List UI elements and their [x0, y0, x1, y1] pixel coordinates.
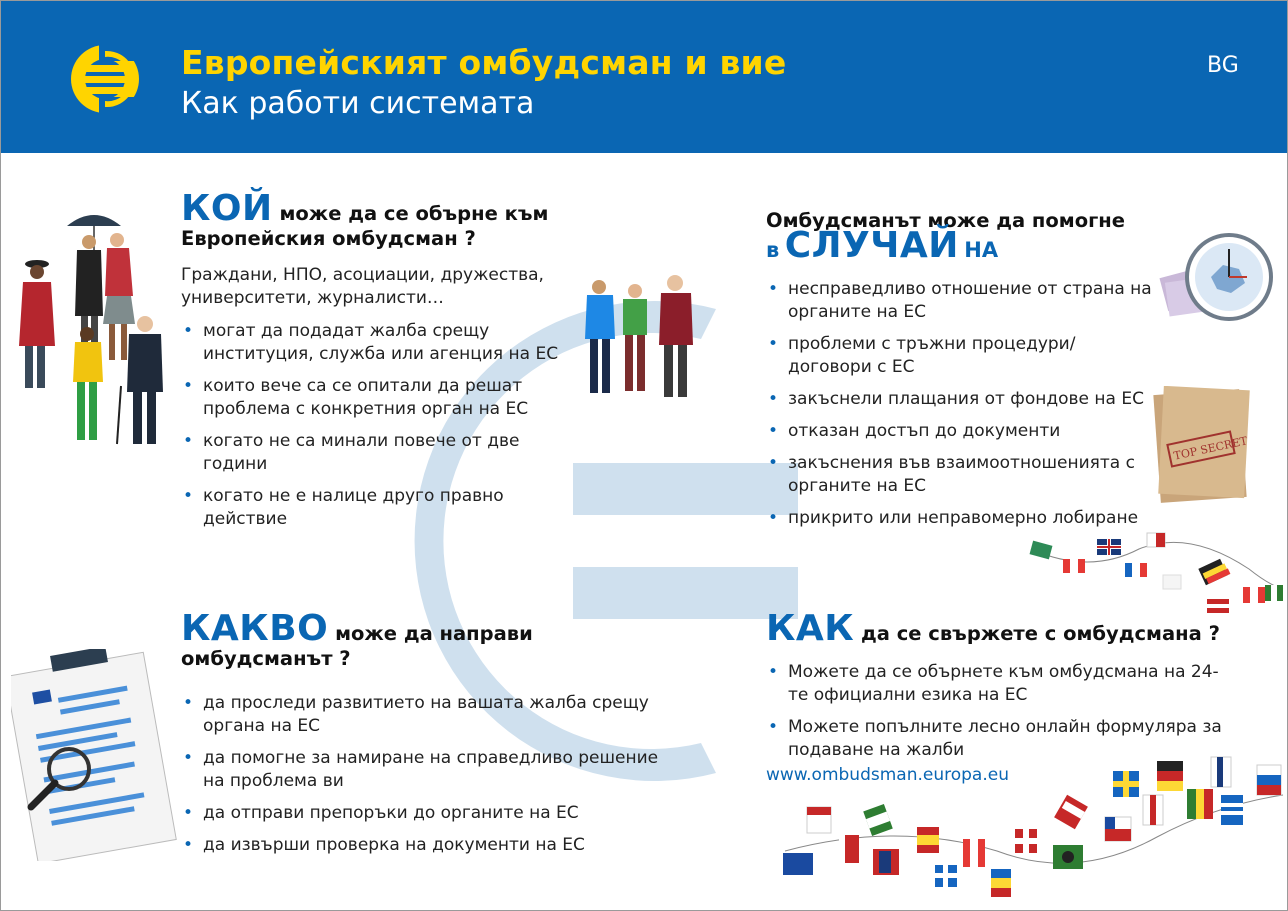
who-intro: Граждани, НПО, асоциации, дружества, университети, журналисти… — [181, 265, 544, 308]
what-heading-rest: може да направи — [335, 622, 533, 645]
walking-people-illustration — [579, 273, 699, 403]
list-item: • прикрито или неправомерно лобиране — [766, 507, 1156, 530]
cases-heading: Омбудсманът може да помогне — [766, 209, 1126, 232]
cases-heading-line2 — [766, 225, 1156, 266]
list-item: • да извърши проверка на документи на ЕС — [181, 834, 681, 857]
cases-heading-keyword: СЛУЧАЙ — [784, 225, 959, 266]
cases-section — [766, 209, 1156, 539]
list-item: • могат да подадат жалба срещу институция, служба или агенция на ЕС — [181, 320, 581, 366]
what-heading — [181, 608, 681, 649]
list-item: • отказан достъп до документи — [766, 420, 1156, 443]
website-link[interactable]: www.ombudsman.europa.eu — [766, 765, 1009, 785]
people-group-illustration — [9, 206, 169, 456]
list-item: • проблеми с тръжни процедури/договори с ЕС — [766, 333, 1156, 379]
list-item: • Можете попълните лесно онлайн формуляра за подаване на жалби — [766, 716, 1236, 762]
what-section — [181, 608, 681, 866]
list-item: • да проследи развитието на вашата жалба срещу органа на ЕС — [181, 692, 681, 738]
top-secret-folder-illustration — [1151, 386, 1251, 504]
what-heading-line2: омбудсманът ? — [181, 647, 351, 670]
who-heading-keyword: КОЙ — [181, 188, 273, 229]
list-item: • да помогне за намиране на справедливо решение на проблема ви — [181, 747, 681, 793]
document-magnifier-illustration — [11, 649, 179, 861]
list-item: • да отправи препоръки до органите на ЕС — [181, 802, 681, 825]
clock-money-illustration — [1159, 231, 1281, 331]
page-title: Европейският омбудсман и вие — [181, 43, 787, 82]
list-item: • които вече са се опитали да решат проблема с конкретния орган на ЕС — [181, 375, 581, 421]
cases-heading-post: НА — [964, 238, 999, 262]
folder-stamp-text: TOP SECRET — [1172, 434, 1249, 463]
who-section — [181, 188, 581, 540]
who-heading — [181, 188, 581, 229]
header-banner — [1, 1, 1287, 153]
language-code: BG — [1207, 53, 1239, 78]
cases-heading-pre: в — [766, 238, 780, 262]
list-item: • несправедливо отношение от страна на органите на ЕС — [766, 278, 1156, 324]
who-heading-rest: може да се обърне към — [279, 202, 549, 225]
flags-bunting-bottom-illustration — [777, 751, 1285, 903]
ombudsman-e-logo-icon — [69, 43, 141, 115]
what-heading-keyword: КАКВО — [181, 608, 329, 649]
list-item: • закъснели плащания от фондове на ЕС — [766, 388, 1156, 411]
how-list — [766, 661, 1236, 762]
page-subtitle: Как работи системата — [181, 86, 535, 121]
list-item: • когато не е налице друго правно действие — [181, 485, 581, 531]
list-item: • закъснения във взаимоотношенията с органите на ЕС — [766, 452, 1156, 498]
how-heading-rest: да се свържете с омбудсмана ? — [861, 622, 1220, 645]
list-item: • когато не са минали повече от две години — [181, 430, 581, 476]
how-heading-keyword: КАК — [766, 608, 855, 649]
who-list — [181, 320, 581, 531]
cases-list — [766, 278, 1156, 530]
flags-bunting-illustration — [1029, 529, 1285, 629]
what-list — [181, 692, 681, 857]
who-heading-line2: Европейския омбудсман ? — [181, 227, 476, 250]
list-item: • Можете да се обърнете към омбудсмана на 24-те официални езика на ЕС — [766, 661, 1236, 707]
